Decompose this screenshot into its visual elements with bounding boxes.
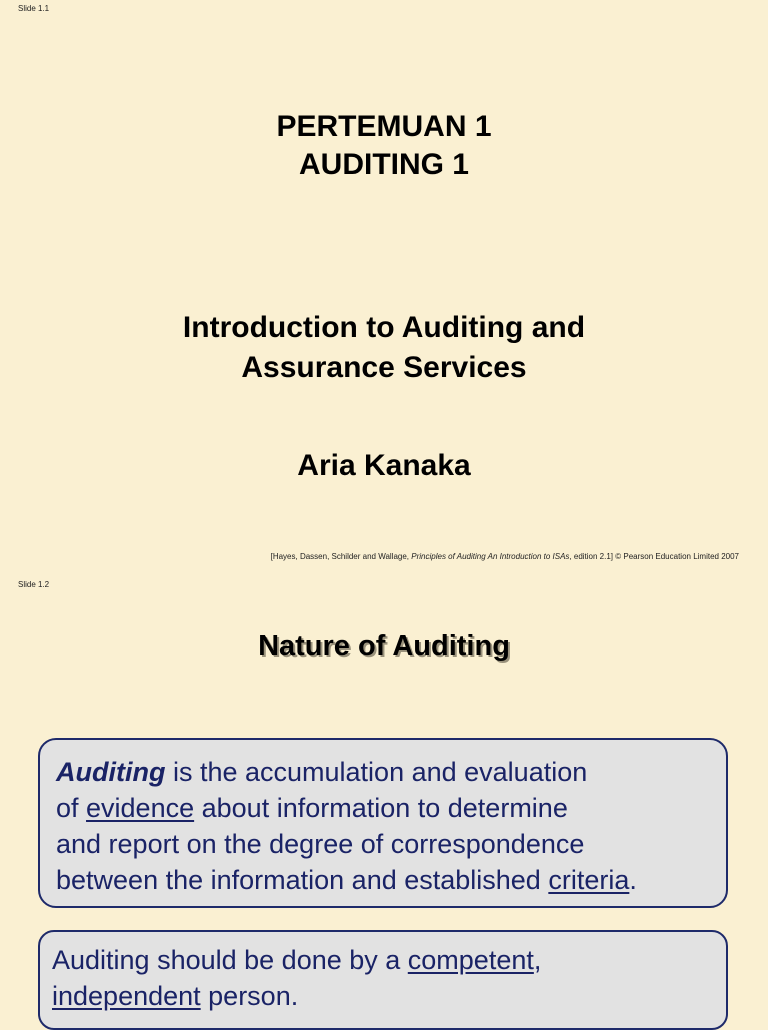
definition-text: between the information and established xyxy=(56,865,549,895)
term-independent: independent xyxy=(52,981,201,1011)
definition-text: is the accumulation and evaluation xyxy=(165,757,588,787)
definition-line-2 xyxy=(56,790,726,826)
definition-line-1 xyxy=(56,754,726,790)
term-criteria: criteria xyxy=(548,865,630,895)
definition-text: . xyxy=(629,865,637,895)
requirement-box xyxy=(38,930,728,1030)
term-evidence: evidence xyxy=(86,793,195,823)
citation xyxy=(271,552,739,561)
slide-subtitle xyxy=(0,308,768,388)
definition-text: about information to determine xyxy=(194,793,568,823)
slide-heading: Nature of Auditing xyxy=(258,630,510,662)
slide-2 xyxy=(0,576,768,1024)
citation-suffix: , edition 2.1] © Pearson Education Limited 2007 xyxy=(569,552,739,561)
author-name: Aria Kanaka xyxy=(297,449,471,482)
slide-title xyxy=(0,108,768,184)
slide-number: Slide 1.2 xyxy=(18,580,50,589)
requirement-text: person. xyxy=(200,981,299,1011)
requirement-text: Auditing should be done by a xyxy=(52,945,408,975)
title-line-2: AUDITING 1 xyxy=(298,148,469,181)
requirement-line-1 xyxy=(52,942,726,978)
definition-line-4 xyxy=(56,862,726,898)
term-competent: competent xyxy=(407,945,534,975)
definition-box xyxy=(38,738,728,908)
requirement-text: , xyxy=(533,945,542,975)
citation-prefix: [Hayes, Dassen, Schilder and Wallage, xyxy=(270,552,412,561)
requirement-line-2 xyxy=(52,978,726,1014)
subtitle-line-1: Introduction to Auditing and xyxy=(182,311,586,344)
slide-number: Slide 1.1 xyxy=(18,4,50,13)
definition-text: of xyxy=(56,793,87,823)
subtitle-line-2: Assurance Services xyxy=(241,351,527,384)
term-auditing: Auditing xyxy=(56,757,166,787)
definition-line-3: and report on the degree of correspondence xyxy=(56,829,585,859)
citation-book-title: Principles of Auditing An Introduction to ISAs xyxy=(411,552,570,561)
title-line-1: PERTEMUAN 1 xyxy=(276,110,492,143)
